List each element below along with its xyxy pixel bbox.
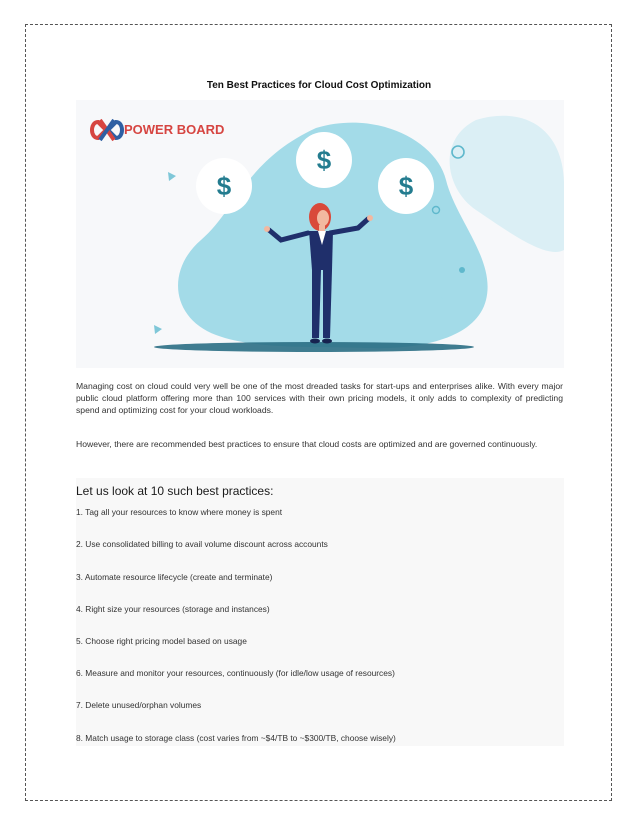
dollar-coin-center [296, 132, 352, 188]
practices-heading: Let us look at 10 such best practices: [76, 484, 274, 498]
document-title: Ten Best Practices for Cloud Cost Optimization [206, 80, 432, 91]
practice-item: 4. Right size your resources (storage and instances) [76, 604, 270, 614]
svg-text:$: $ [316, 145, 332, 175]
practice-item: 1. Tag all your resources to know where money is spent [76, 507, 283, 517]
deco-dot [459, 267, 465, 273]
best-practices-paragraph: However, there are recommended best practices to ensure that cloud costs are optimized and are governed continuously. [76, 439, 538, 449]
deco-triangle [168, 172, 176, 181]
practice-item: 3. Automate resource lifecycle (create and terminate) [76, 572, 273, 582]
hero-illustration [76, 100, 564, 368]
ground-shadow [154, 342, 474, 352]
intro-paragraph: Managing cost on cloud could very well be one of the most dreaded tasks for start-ups and enterprises alike. With every major public cloud platform offering more than 100 services with their own pricing models, it only adds to complexity of predicting spend and optimizing cost for your cloud workloads. [76, 381, 563, 416]
svg-text:$: $ [398, 171, 414, 201]
practice-item: 6. Measure and monitor your resources, continuously (for idle/low usage of resources) [76, 668, 395, 678]
dollar-coin-left [196, 158, 252, 214]
dollar-coin-right [378, 158, 434, 214]
practice-item: 8. Match usage to storage class (cost varies from ~$4/TB to ~$300/TB, choose wisely) [76, 733, 396, 743]
logo-text: POWER BOARD [124, 122, 225, 137]
powerboard-logo [92, 120, 224, 140]
deco-triangle [154, 325, 162, 334]
practice-item: 5. Choose right pricing model based on usage [76, 636, 247, 646]
practice-item: 2. Use consolidated billing to avail volume discount across accounts [76, 539, 328, 549]
svg-text:$: $ [216, 171, 232, 201]
practice-item: 7. Delete unused/orphan volumes [76, 700, 202, 710]
